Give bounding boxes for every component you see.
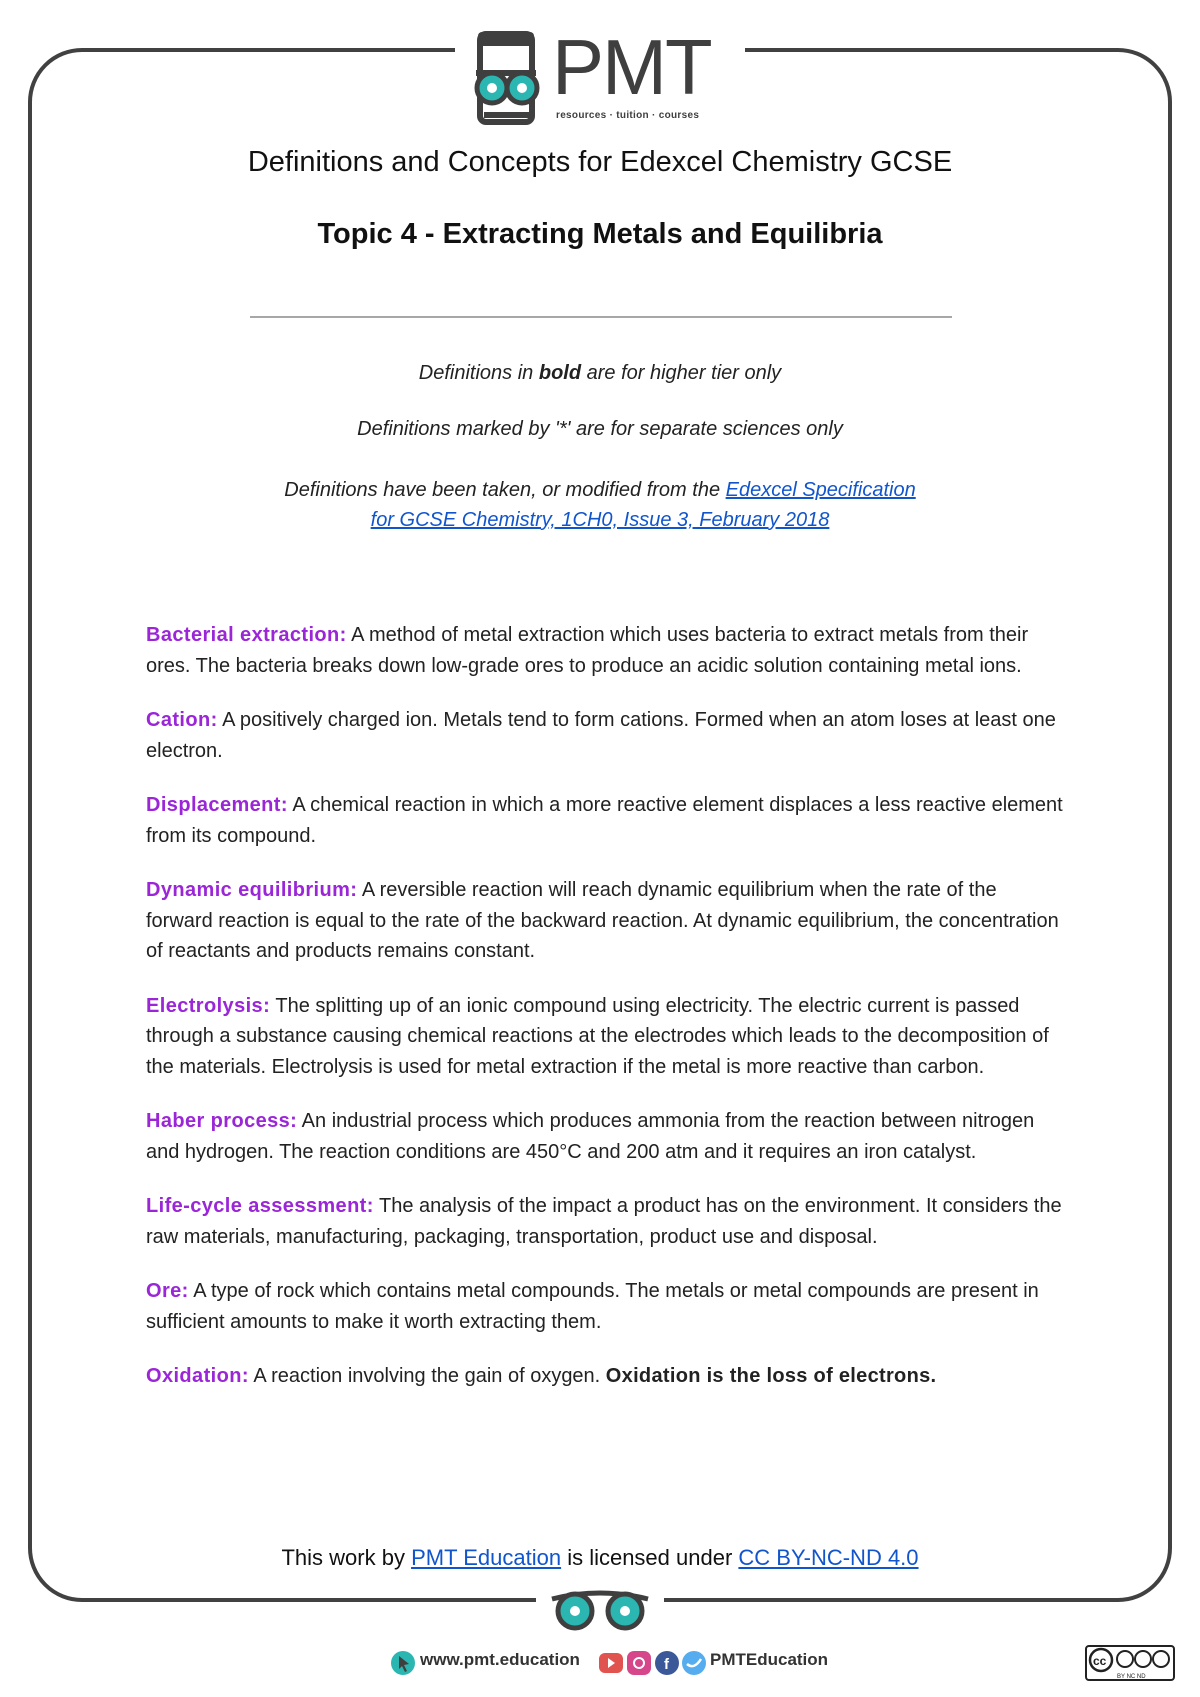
- social-handle[interactable]: PMTEducation: [710, 1650, 829, 1669]
- definition-term: Haber process:: [146, 1110, 298, 1132]
- definition-term: Ore:: [146, 1280, 189, 1302]
- author-link[interactable]: PMT Education: [411, 1545, 562, 1570]
- spec-link[interactable]: Edexcel Specification: [725, 479, 916, 501]
- twitter-icon: [682, 1651, 706, 1675]
- license-footer: [0, 1545, 1200, 1571]
- spec-link-cont[interactable]: for GCSE Chemistry, 1CH0, Issue 3, February 2018: [370, 509, 830, 531]
- definition-text: A reversible reaction will reach dynamic equilibrium when the rate of the forward reaction is equal to the rate of the backward reaction. At dynamic equilibrium, the concentration of reactants and products remains constant.: [146, 879, 1059, 962]
- definition-term: Life-cycle assessment:: [146, 1195, 374, 1217]
- note-bold: [0, 362, 1200, 385]
- definition-text: A positively charged ion. Metals tend to form cations. Formed when an atom loses at least one electron.: [146, 709, 1056, 762]
- pmt-brand: PMT: [552, 23, 711, 111]
- definition-item: [146, 705, 1066, 766]
- definition-text: A type of rock which contains metal compounds. The metals or metal compounds are present in sufficient amounts to make it worth extracting them.: [146, 1280, 1039, 1333]
- pmt-tagline: resources · tuition · courses: [556, 110, 700, 121]
- definitions-list: [146, 620, 1066, 1392]
- social-icons: [598, 1650, 706, 1676]
- definition-item: [146, 1361, 1066, 1392]
- definition-item: [146, 875, 1066, 967]
- note-separate: Definitions marked by '*' are for separate sciences only: [357, 418, 843, 440]
- svg-text:cc: cc: [1093, 1654, 1107, 1668]
- definition-bold-text: Oxidation is the loss of electrons.: [605, 1365, 937, 1387]
- definition-item: [146, 1191, 1066, 1252]
- footer-mid: is licensed under: [561, 1545, 739, 1570]
- definition-item: [146, 1276, 1066, 1337]
- note-bold-pre: Definitions in: [418, 362, 539, 384]
- cc-license-icon: [1085, 1645, 1175, 1681]
- note-source-pre: Definitions have been taken, or modified from the: [284, 479, 726, 501]
- definition-term: Displacement:: [146, 794, 288, 816]
- definition-term: Cation:: [146, 709, 218, 731]
- definition-term: Oxidation:: [146, 1365, 249, 1387]
- definition-term: Dynamic equilibrium:: [146, 879, 358, 901]
- definition-text: A chemical reaction in which a more reactive element displaces a less reactive element from its compound.: [146, 794, 1063, 847]
- definition-item: [146, 620, 1066, 681]
- definition-item: [146, 1106, 1066, 1167]
- glasses-icon: [548, 1585, 652, 1631]
- website-link[interactable]: www.pmt.education: [420, 1650, 580, 1669]
- definition-text: An industrial process which produces ammonia from the reaction between nitrogen and hydrogen. The reaction conditions are 450°C and 200 atm and it requires an iron catalyst.: [146, 1110, 1035, 1163]
- note-bold-post: are for higher tier only: [581, 362, 782, 384]
- definition-text: The analysis of the impact a product has on the environment. It considers the raw materials, manufacturing, packaging, transportation, product use and disposal.: [146, 1195, 1062, 1248]
- definition-text: A reaction involving the gain of oxygen.: [248, 1365, 606, 1387]
- definition-term: Electrolysis:: [146, 994, 271, 1017]
- note-bold-word: bold: [538, 362, 582, 384]
- divider: [250, 316, 952, 318]
- document-title: Definitions and Concepts for Edexcel Chemistry GCSE: [247, 146, 953, 178]
- definition-item: [146, 991, 1066, 1083]
- definition-text: The splitting up of an ionic compound using electricity. The electric current is passed through a substance causing chemical reactions at the electrodes which leads to the decomposition of the materials. Electrolysis is used for metal extraction if the metal is more reactive than carbon.: [146, 994, 1049, 1078]
- svg-text:f: f: [664, 1656, 669, 1673]
- instagram-icon: [627, 1651, 651, 1675]
- topic-title: Topic 4 - Extracting Metals and Equilibria: [317, 218, 883, 250]
- note-source: [0, 475, 1200, 535]
- cursor-icon: [390, 1650, 416, 1676]
- definition-text: A method of metal extraction which uses bacteria to extract metals from their ores. The bacteria breaks down low-grade ores to produce an acidic solution containing metal ions.: [146, 624, 1029, 677]
- cc-badge-text: BY NC ND: [1117, 1674, 1146, 1680]
- footer-pre: This work by: [281, 1545, 412, 1570]
- definition-term: Bacterial extraction:: [146, 624, 347, 646]
- license-link[interactable]: CC BY-NC-ND 4.0: [738, 1545, 919, 1570]
- definition-item: [146, 790, 1066, 851]
